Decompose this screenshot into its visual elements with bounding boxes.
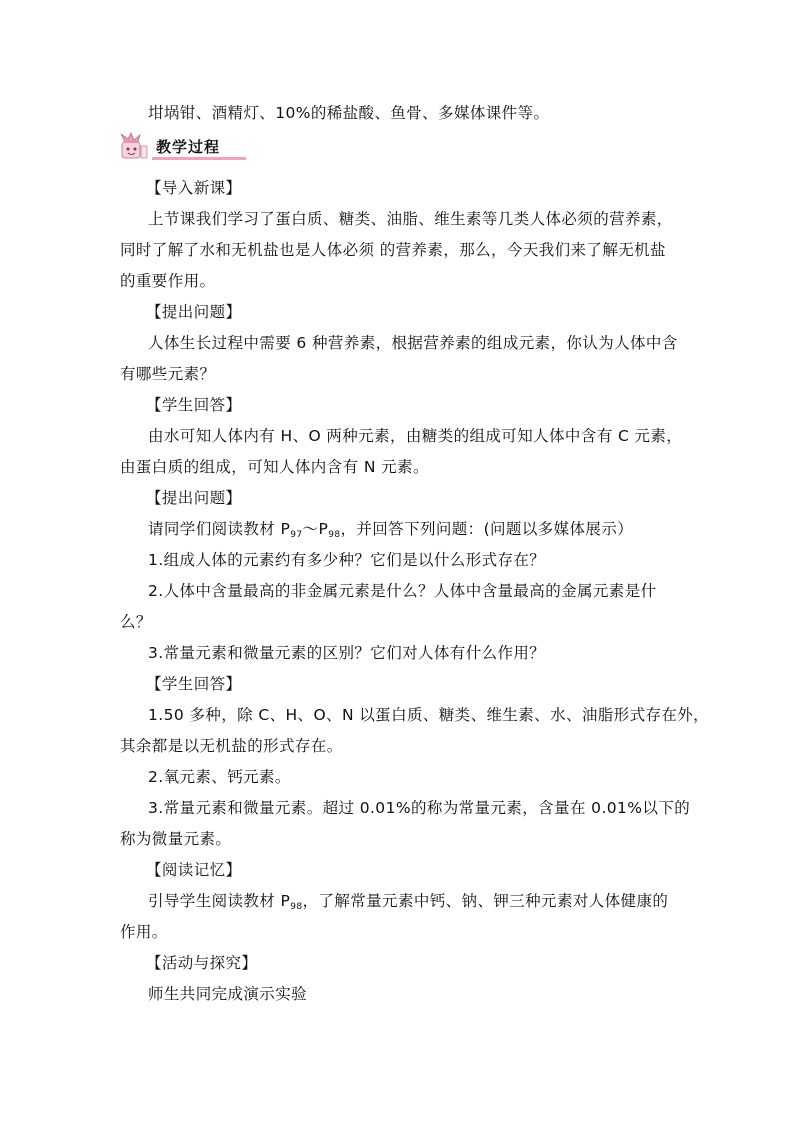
paragraph-line: 人体生长过程中需要 6 种营养素，根据营养素的组成元素，你认为人体中含 xyxy=(148,334,678,352)
section-underline xyxy=(152,157,246,160)
text-span: ～P xyxy=(302,520,329,538)
list-item: 称为微量元素。 xyxy=(120,830,232,848)
list-item: 3.常量元素和微量元素。超过 0.01%的称为常量元素，含量在 0.01%以下的 xyxy=(148,799,691,817)
paragraph-line: 由水可知人体内有 H、O 两种元素，由糖类的组成可知人体中含有 C 元素， xyxy=(148,427,683,445)
subscript: 97 xyxy=(290,530,303,540)
heading-answer: 【学生回答】 xyxy=(146,675,242,693)
materials-line: 坩埚钳、酒精灯、10%的稀盐酸、鱼骨、多媒体课件等。 xyxy=(148,104,550,122)
list-item: 1.组成人体的元素约有多少种？它们是以什么形式存在？ xyxy=(148,551,546,569)
heading-question: 【提出问题】 xyxy=(146,489,242,507)
paragraph-line: 的重要作用。 xyxy=(120,272,216,290)
list-item: 3.常量元素和微量元素的区别？它们对人体有什么作用？ xyxy=(148,644,546,662)
teacher-icon xyxy=(116,132,150,162)
paragraph-line: 同时了解了水和无机盐也是人体必须 的营养素，那么，今天我们来了解无机盐 xyxy=(120,241,666,259)
section-header xyxy=(116,132,246,162)
text-span: ，并回答下列问题：(问题以多媒体展示） xyxy=(340,520,634,538)
subscript: 98 xyxy=(290,902,303,912)
text-span: ，了解常量元素中钙、钠、钾三种元素对人体健康的 xyxy=(302,892,669,910)
heading-question: 【提出问题】 xyxy=(146,303,242,321)
list-item: 2.氧元素、钙元素。 xyxy=(148,768,291,786)
heading-activity: 【活动与探究】 xyxy=(146,954,258,972)
section-title: 教学过程 xyxy=(156,138,221,156)
text-span: 引导学生阅读教材 P xyxy=(148,892,291,910)
paragraph-line xyxy=(148,519,633,539)
list-item: 1.50 多种，除 C、H、O、N 以蛋白质、糖类、维生素、水、油脂形式存在外， xyxy=(148,706,710,724)
heading-intro: 【导入新课】 xyxy=(146,179,242,197)
heading-answer: 【学生回答】 xyxy=(146,396,242,414)
paragraph-line: 有哪些元素？ xyxy=(120,365,216,383)
paragraph-line: 由蛋白质的组成，可知人体内含有 N 元素。 xyxy=(120,458,429,476)
paragraph-line: 作用。 xyxy=(120,923,168,941)
paragraph-line xyxy=(148,891,668,911)
list-item: 其余都是以无机盐的形式存在。 xyxy=(120,737,343,755)
subscript: 98 xyxy=(328,530,341,540)
text-span: 请同学们阅读教材 P xyxy=(148,520,291,538)
paragraph-line: 师生共同完成演示实验 xyxy=(148,985,308,1003)
list-item: 么？ xyxy=(120,613,152,631)
paragraph-line: 上节课我们学习了蛋白质、糖类、油脂、维生素等几类人体必须的营养素， xyxy=(148,210,673,228)
heading-reading: 【阅读记忆】 xyxy=(146,861,242,879)
list-item: 2.人体中含量最高的非金属元素是什么？人体中含量最高的金属元素是什 xyxy=(148,582,657,600)
